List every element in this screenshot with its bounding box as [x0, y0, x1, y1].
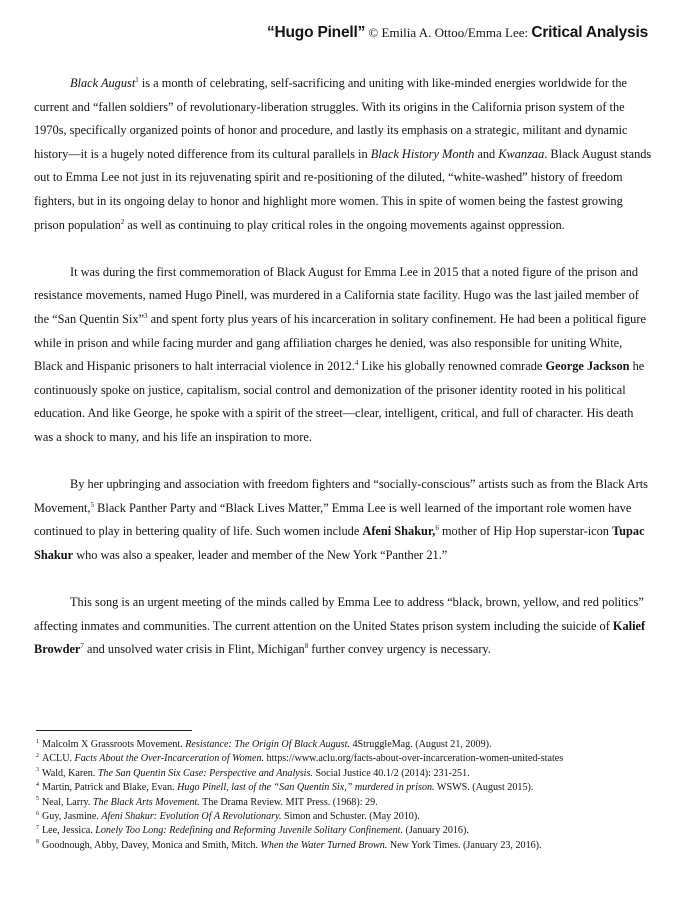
footnote-number: 1: [36, 738, 39, 745]
footnote-7: [36, 824, 666, 838]
paragraph-text: . Black August stands out to Emma Lee not just in its rejuvenating spirit and re-positioning of the diluted, “white-washed” history of freedom fighters, but in its ongoing delay to honor and highlight more women. This in spite of women being the fastest growing prison population: [34, 146, 652, 232]
body-text: [34, 72, 654, 685]
page-header: [267, 23, 648, 43]
footnote-title: Lonely Too Long: Redefining and Reforming Juvenile Solitary Confinement.: [95, 825, 403, 837]
footnote-6: [36, 810, 666, 824]
song-title: “Hugo Pinell”: [266, 24, 366, 41]
footnote-source: WSWS. (August 2015).: [434, 782, 534, 794]
footnote-source: 4StruggleMag. (August 21, 2009).: [349, 739, 492, 750]
paragraph-text: as well as continuing to play critical roles in the ongoing movements against oppression.: [124, 217, 565, 232]
kalief-browder-name: Kalief Browder: [34, 618, 646, 657]
footnote-ref-7: 7: [80, 642, 84, 651]
footnote-source: (January 2016).: [402, 825, 469, 837]
paragraph-black-august: [34, 72, 654, 237]
footnote-author: Neal, Larry.: [42, 796, 93, 808]
paragraph-text: Like his globally renowned comrade: [358, 359, 546, 374]
footnote-ref-3: 3: [144, 311, 148, 320]
footnote-author: Wald, Karen.: [42, 767, 98, 779]
paragraph-text: further convey urgency is necessary.: [308, 642, 491, 657]
footnote-source: New York Times. (January 23, 2016).: [387, 839, 542, 851]
footnote-title: The San Quentin Six Case: Perspective and Analysis.: [97, 767, 313, 779]
footnote-ref-4: 4: [354, 359, 359, 368]
section-title: Critical Analysis: [531, 24, 648, 41]
paragraph-text: and: [474, 146, 499, 161]
footnote-1: [36, 738, 666, 752]
footnote-number: 3: [36, 767, 39, 774]
footnote-author: Malcolm X Grassroots Movement.: [42, 739, 186, 750]
paragraph-text: and spent forty plus years of his incarceration in solitary confinement. He had been a political figure while in prison and while facing murder and gang affiliation charges he denied, was also responsible for uniting White, Black and Hispanic prisoners to halt interracial violence in 2012.: [34, 311, 646, 374]
footnote-source: The Drama Review. MIT Press. (1968): 29.: [199, 796, 378, 808]
footnote-title: Facts About the Over-Incarceration of Women.: [74, 753, 265, 765]
footnote-ref-5: 5: [90, 500, 95, 509]
footnote-author: Martin, Patrick and Blake, Evan.: [42, 782, 178, 794]
footnote-number: 2: [36, 753, 39, 760]
paragraph-women-roles: [34, 473, 654, 567]
footnote-title: Resistance: The Origin Of Black August.: [185, 739, 350, 750]
copyright-line: © Emilia A. Ottoo/Emma Lee:: [368, 25, 529, 40]
paragraph-hugo-pinell: [34, 261, 654, 450]
footnote-number: 7: [36, 825, 39, 832]
george-jackson-name: George Jackson: [545, 359, 630, 374]
footnote-ref-2: 2: [120, 217, 125, 226]
footnote-title: The Black Arts Movement.: [92, 796, 200, 808]
footnote-ref-1: 1: [135, 75, 139, 84]
paragraph-text: mother of Hip Hop superstar-icon: [438, 524, 613, 539]
footnote-title: When the Water Turned Brown.: [260, 839, 388, 851]
footnote-title: Hugo Pinell, last of the “San Quentin Six,” murdered in prison.: [177, 782, 435, 794]
paragraph-text: is a month of celebrating, self-sacrificing and uniting with like-minded energies worldwide for the current and “fallen soldiers” of revolutionary-liberation struggles. With its origins in the California prison system of the 1970s, specifically organized points of honor and procedure, and lastly its emphasis on a strategic, militant and dynamic history—it is a hugely noted difference from its cultural parallels in: [34, 76, 628, 161]
footnote-4: [36, 781, 666, 795]
paragraph-urgency: [34, 591, 654, 662]
paragraph-text: By her upbringing and association with freedom fighters and “socially-conscious” artists such as from the Black Arts Movement,: [34, 477, 648, 515]
footnote-number: 8: [36, 839, 39, 846]
paragraph-text: It was during the first commemoration of Black August for Emma Lee in 2015 that a noted figure of the prison and resistance movements, named Hugo Pinell, was murdered in a California state facility. Hugo was the last jailed member of the “San Quentin Six”: [34, 264, 639, 326]
footnotes-list: [36, 738, 666, 853]
footnote-number: 5: [36, 796, 39, 803]
kwanzaa-term: Kwanzaa: [498, 146, 545, 161]
black-history-month-term: Black History Month: [370, 146, 475, 161]
paragraph-text: and unsolved water crisis in Flint, Michigan: [83, 642, 305, 657]
footnote-number: 4: [36, 781, 39, 788]
footnote-divider: [36, 730, 192, 731]
paragraph-text: This song is an urgent meeting of the minds called by Emma Lee to address “black, brown, yellow, and red politics” affecting inmates and communities. The current attention on the United States prison system including the suicide of: [34, 595, 644, 633]
footnote-3: [36, 767, 666, 781]
afeni-shakur-name: Afeni Shakur,: [362, 524, 436, 539]
footnote-title: Afeni Shakur: Evolution Of A Revolutionary.: [101, 811, 282, 823]
footnote-5: [36, 796, 666, 810]
footnote-number: 6: [36, 810, 39, 817]
footnote-author: ACLU.: [42, 753, 75, 765]
footnote-2: [36, 752, 666, 766]
footnote-8: [36, 839, 666, 853]
tupac-shakur-name: Tupac Shakur: [34, 524, 645, 562]
black-august-term: Black August: [70, 76, 136, 90]
footnote-source: Social Justice 40.1/2 (2014): 231-251.: [312, 767, 470, 779]
footnote-source: Simon and Schuster. (May 2010).: [281, 811, 420, 823]
footnote-ref-6: 6: [435, 524, 439, 533]
footnote-author: Goodnough, Abby, Davey, Monica and Smith, Mitch.: [42, 839, 261, 851]
footnote-author: Guy, Jasmine.: [42, 811, 102, 823]
footnote-author: Lee, Jessica.: [42, 825, 96, 837]
footnote-source: https://www.aclu.org/facts-about-over-incarceration-women-united-states: [264, 753, 564, 765]
paragraph-text: who was also a speaker, leader and member of the New York “Panther 21.”: [73, 547, 448, 562]
paragraph-text: Black Panther Party and “Black Lives Matter,” Emma Lee is well learned of the important role women have continued to play in bettering quality of life. Such women include: [34, 500, 632, 539]
footnote-ref-8: 8: [304, 642, 309, 651]
paragraph-text: he continuously spoke on justice, capitalism, social control and demonization of the prisoner identity rooted in his political education. And like George, he spoke with a spirit of the street—clear, intelligent, critical, and full of character. His death was a shock to many, and his life an inspiration to more.: [34, 359, 645, 444]
